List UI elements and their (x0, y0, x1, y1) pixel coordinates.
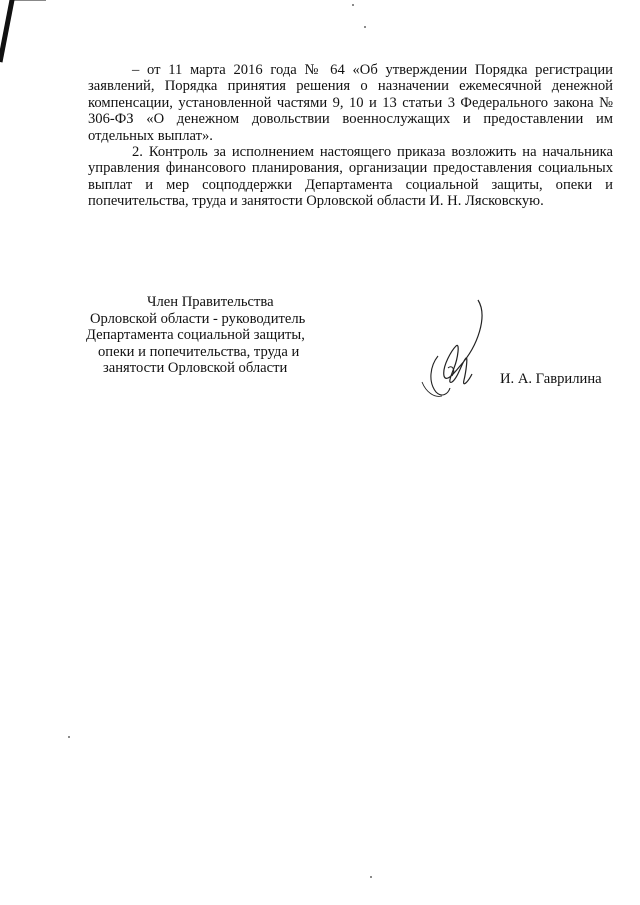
scan-speck (364, 26, 366, 28)
scan-speck (68, 736, 70, 738)
signatory-title-line: Член Правительства (147, 294, 274, 310)
signer-name: И. А. Гаврилина (500, 371, 602, 387)
paragraph-order-reference: – от 11 марта 2016 года № 64 «Об утверждении Порядка регистрации заявлений, Порядка принятия решения о назначении ежемесячной денежной компенсации, установленной частями 9, 10 и 13 статьи 3 Федерального закона № 306-ФЗ «О денежном довольствии военнослужащих и предоставлении им отдельных выплат». (88, 62, 613, 144)
scan-edge-mark (0, 0, 60, 90)
paragraph-control-clause: 2. Контроль за исполнением настоящего приказа возложить на начальника управления финансового планирования, организации предоставления социальных выплат и мер соцподдержки Департамента социальной защиты, опеки и попечительства, труда и занятости Орловской области И. Н. Лясковскую. (88, 144, 613, 210)
signatory-title (86, 294, 336, 377)
signatory-title-line: опеки и попечительства, труда и (98, 343, 300, 360)
handwritten-signature (408, 296, 498, 406)
scan-speck (352, 4, 354, 6)
signatory-title-line: Департамента социальной защиты, (86, 327, 305, 344)
body-text (88, 62, 613, 210)
signatory-title-line: занятости Орловской области (103, 360, 288, 377)
signatory-title-line: Орловской области - руководитель (90, 310, 306, 327)
scan-speck (370, 876, 372, 878)
